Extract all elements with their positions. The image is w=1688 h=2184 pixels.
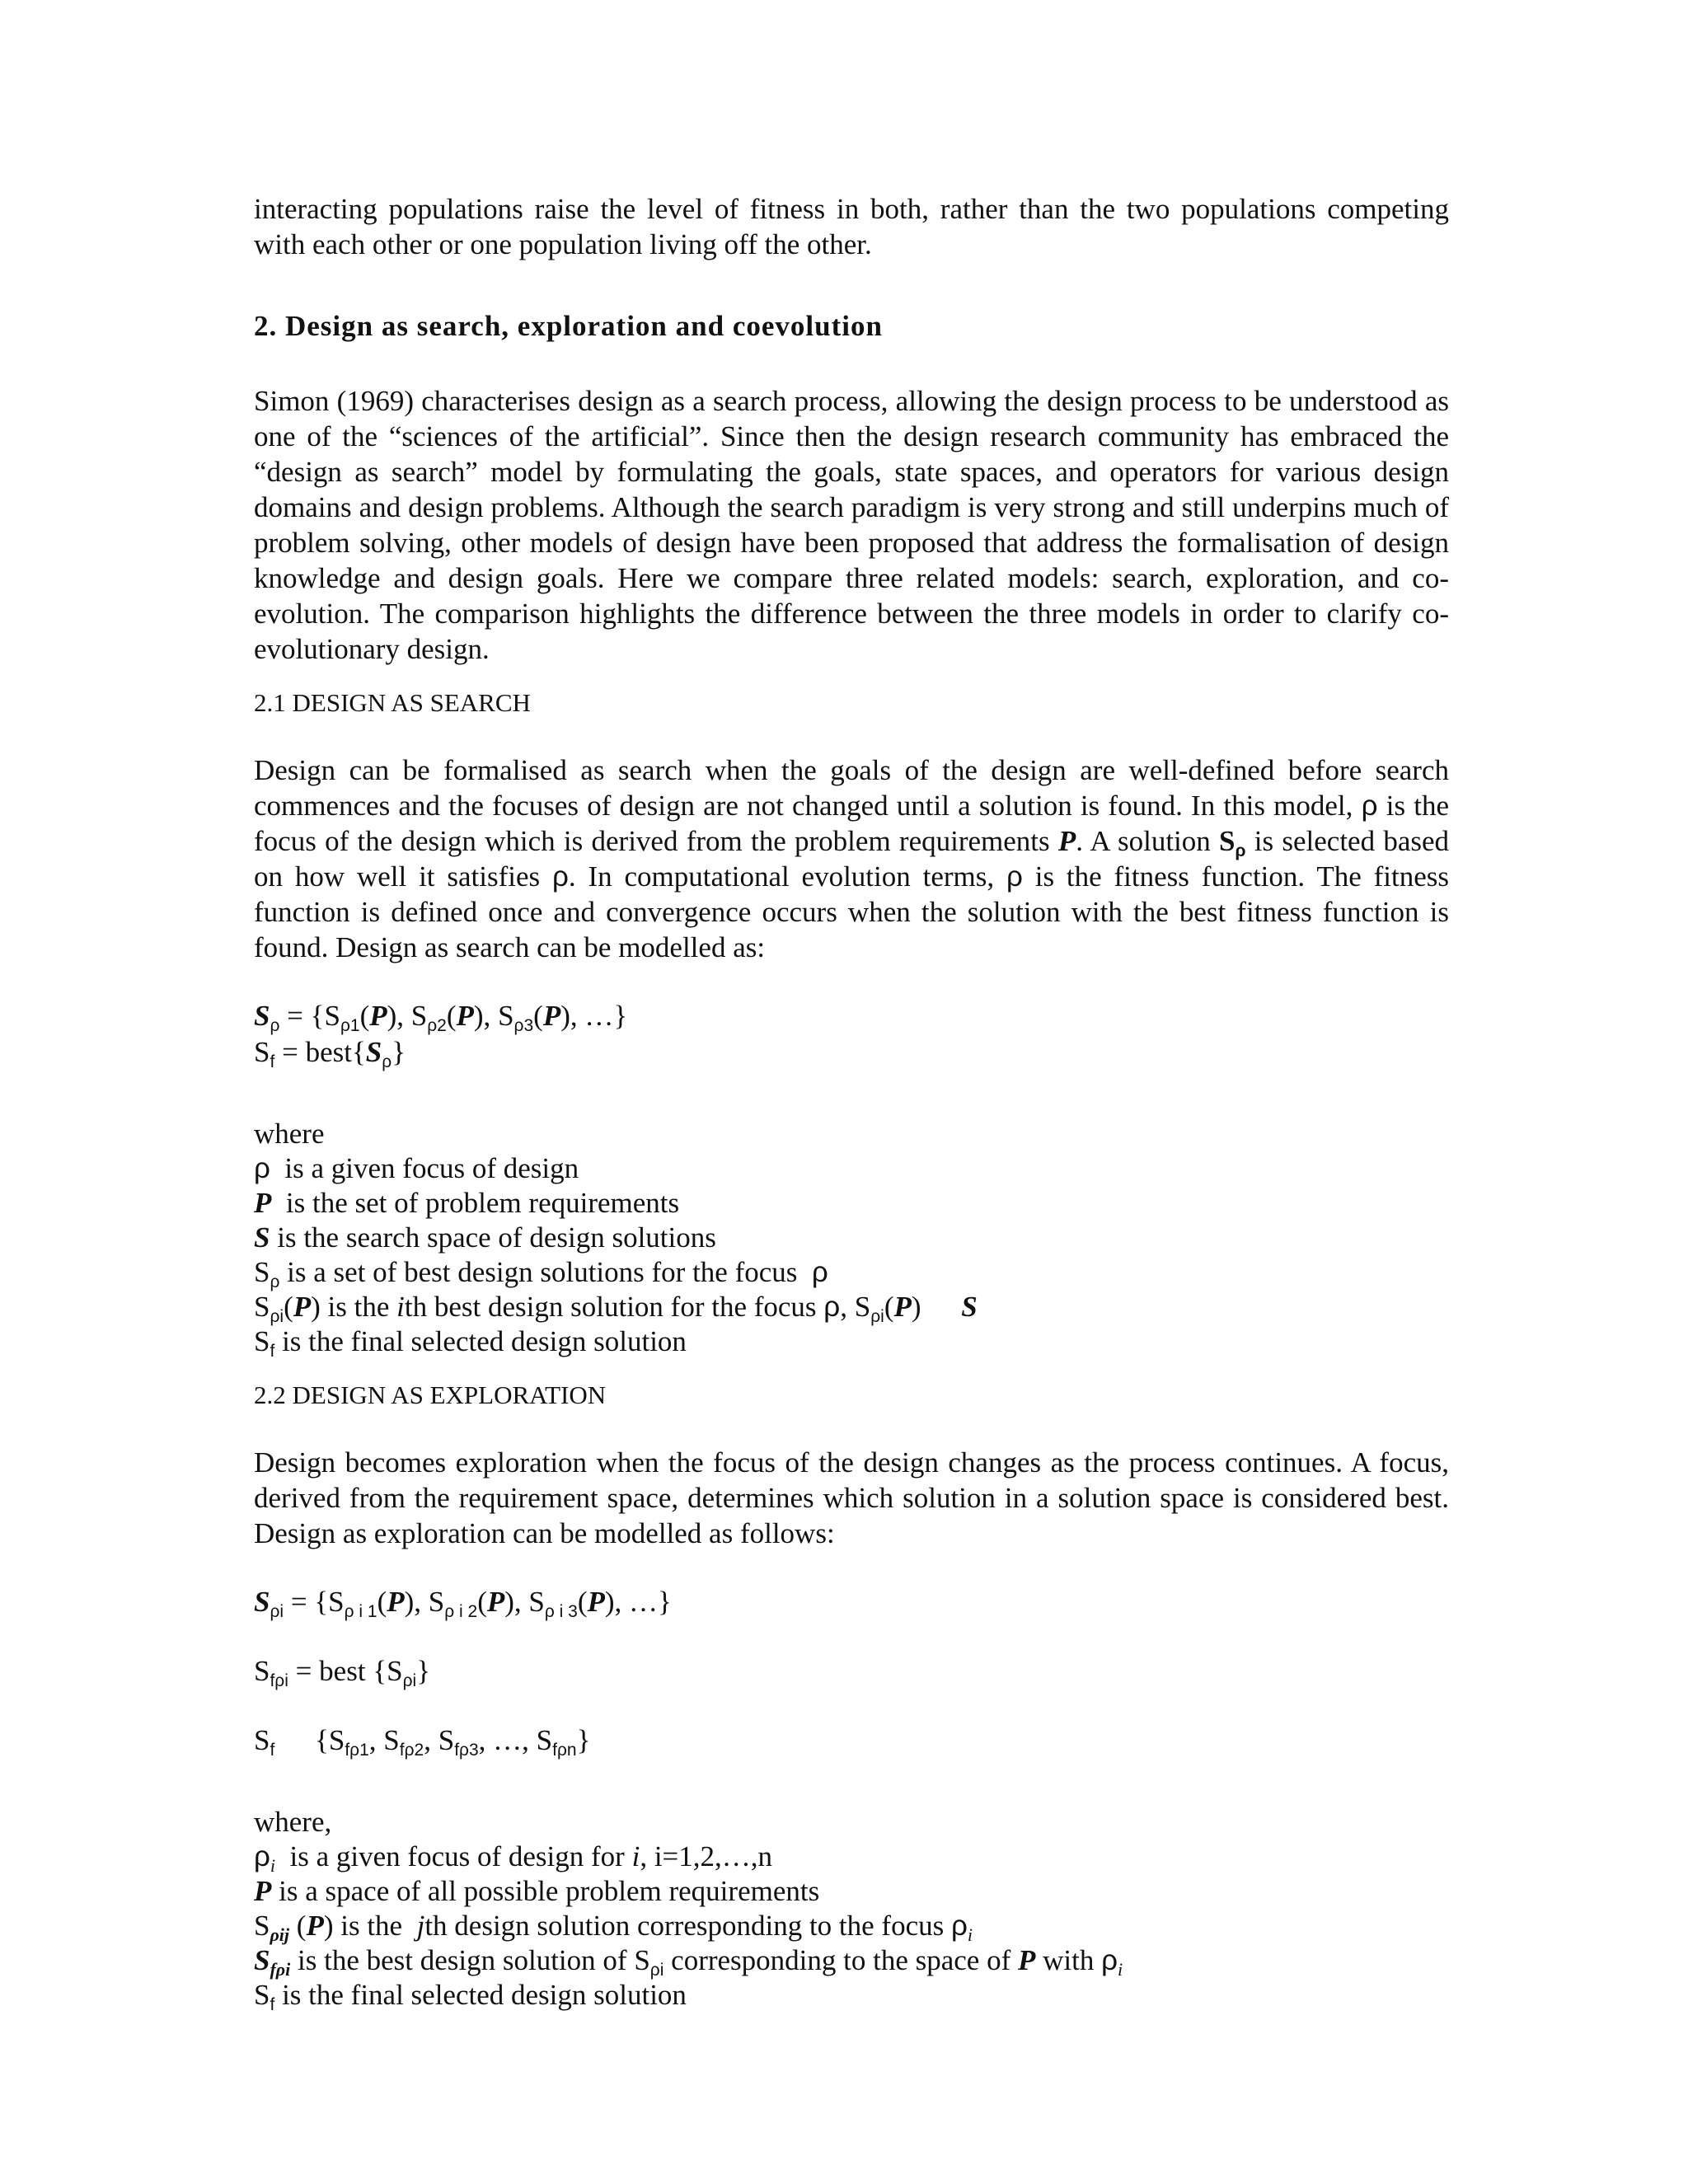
section-2-1-body: Design can be formalised as search when the goals of the design are well-defined before search commences and the focuses of design are not changed until a solution is found. In this model, ρ is the focus of the design which is derived from the problem requirements P. A solution $S_\rho$ is selected based on how well it satisfies ρ. In computational evolution terms, ρ is the fitness function. The fitness function is defined once and convergence occurs when the solution with the best fitness function is found. Design as search can be modelled as: xyxy=(254,754,1450,963)
definition-item: S is the search space of design solutions xyxy=(254,1221,716,1254)
definition-item: $\rho_i$ is a given focus of design for i, i=1,2,…,n xyxy=(254,1840,773,1876)
exploration-equations xyxy=(254,1584,1449,1759)
equation-search-space: $S_\rho = \{S_{\rho 1}(P)$, $S_{\rho 2}(P)$, $S_{\rho 3}(P)$, …} xyxy=(254,1000,628,1035)
definition-item: $S_{f\rho i}$ is the best design solution of $S_{\rho i}$ corresponding to the space of P with $\rho_i$ xyxy=(254,1944,1123,1980)
definition-item: $S_{\rho i}(P)$ is the ith best design solution for the focus ρ, $S_{\rho i}(P)$ S xyxy=(254,1291,978,1326)
rho-symbol: ρ xyxy=(1361,790,1378,822)
definition-item: $S_{\rho ij}$ (P) is the jth design solution corresponding to the focus $\rho_i$ xyxy=(254,1910,973,1945)
equation-final-solution: $S_f$ = $best\{S_\rho\}$ xyxy=(254,1036,406,1071)
text-fragment: is the focus of the design which is derived from the problem requirements xyxy=(254,790,1450,857)
definition-item: $S_f$ is the final selected design solution xyxy=(254,1979,687,2014)
section-2-body: Simon (1969) characterises design as a search process, allowing the design process to be understood as one of the “sciences of the artificial”. Since then the design research community has embraced the “design as search” model by formulating the goals, state spaces, and operators for various design domains and design problems. Although the search paradigm is very strong and still underpins much of problem solving, other models of design have been proposed that address the formalisation of design knowledge and design goals. Here we compare three related models: search, exploration, and co-evolution. The comparison highlights the difference between the three models in order to clarify co-evolutionary design. xyxy=(254,385,1449,665)
equation-final-set: $S_f$ {$S_{f\rho 1}$, $S_{f\rho 2}$, $S_{f\rho 3}$, …, $S_{f\rho n}$} xyxy=(254,1724,591,1760)
text-fragment: . A solution xyxy=(1076,825,1211,857)
definition-item: $S_\rho$ is a set of best design solutions for the focus ρ xyxy=(254,1256,828,1291)
section-2-2-heading: 2.2 DESIGN AS EXPLORATION xyxy=(254,1380,607,1409)
where-label: where, xyxy=(254,1806,332,1838)
text-fragment: Design can be formalised as search when the goals of the design are well-defined before search commences and the focuses of design are not changed until a solution is found. In this model, xyxy=(254,754,1449,822)
rho-symbol: ρ xyxy=(1006,860,1023,893)
definition-item: P is a space of all possible problem requirements xyxy=(254,1875,820,1907)
text-fragment: is selected based on how well it satisfies xyxy=(254,825,1450,893)
section-2-heading: 2. Design as search, exploration and coevolution xyxy=(254,310,883,342)
rho-symbol: ρ xyxy=(551,860,569,893)
equation-best-focus: $S_{f\rho i}$ = best $\{S_{\rho i}\}$ xyxy=(254,1655,431,1690)
search-definitions xyxy=(254,1117,1449,1359)
requirements-symbol: P xyxy=(1057,825,1076,857)
section-2-1-heading: 2.1 DESIGN AS SEARCH xyxy=(254,688,531,717)
search-equations xyxy=(254,998,1449,1071)
exploration-definitions xyxy=(254,1805,1449,2013)
text-fragment: is the fitness function. The fitness function is defined once and convergence occurs when the solution with the best fitness function is found. Design as search can be modelled as: xyxy=(254,860,1449,963)
text-fragment: . In computational evolution terms, xyxy=(568,860,995,893)
equation-focus-space: $S_{\rho i} = \{S_{\rho i 1}(P)$, $S_{\rho i 2}(P)$, $S_{\rho i 3}(P)$, …} xyxy=(254,1586,672,1621)
definition-item: ρ is a given focus of design xyxy=(254,1152,579,1184)
rho-subscript: ρ xyxy=(1235,841,1246,860)
intro-paragraph: interacting populations raise the level of fitness in both, rather than the two populations competing with each other or one population living off the other. xyxy=(254,193,1449,260)
definition-item: $S_f$ is the final selected design solution xyxy=(254,1325,687,1361)
section-2-2-body: Design becomes exploration when the focus of the design changes as the process continues. A focus, derived from the requirement space, determines which solution in a solution space is considered best. Design as exploration can be modelled as follows: xyxy=(254,1446,1449,1549)
definition-item: P is the set of problem requirements xyxy=(254,1187,680,1219)
where-label: where xyxy=(254,1118,325,1150)
page-content xyxy=(254,191,1449,2032)
